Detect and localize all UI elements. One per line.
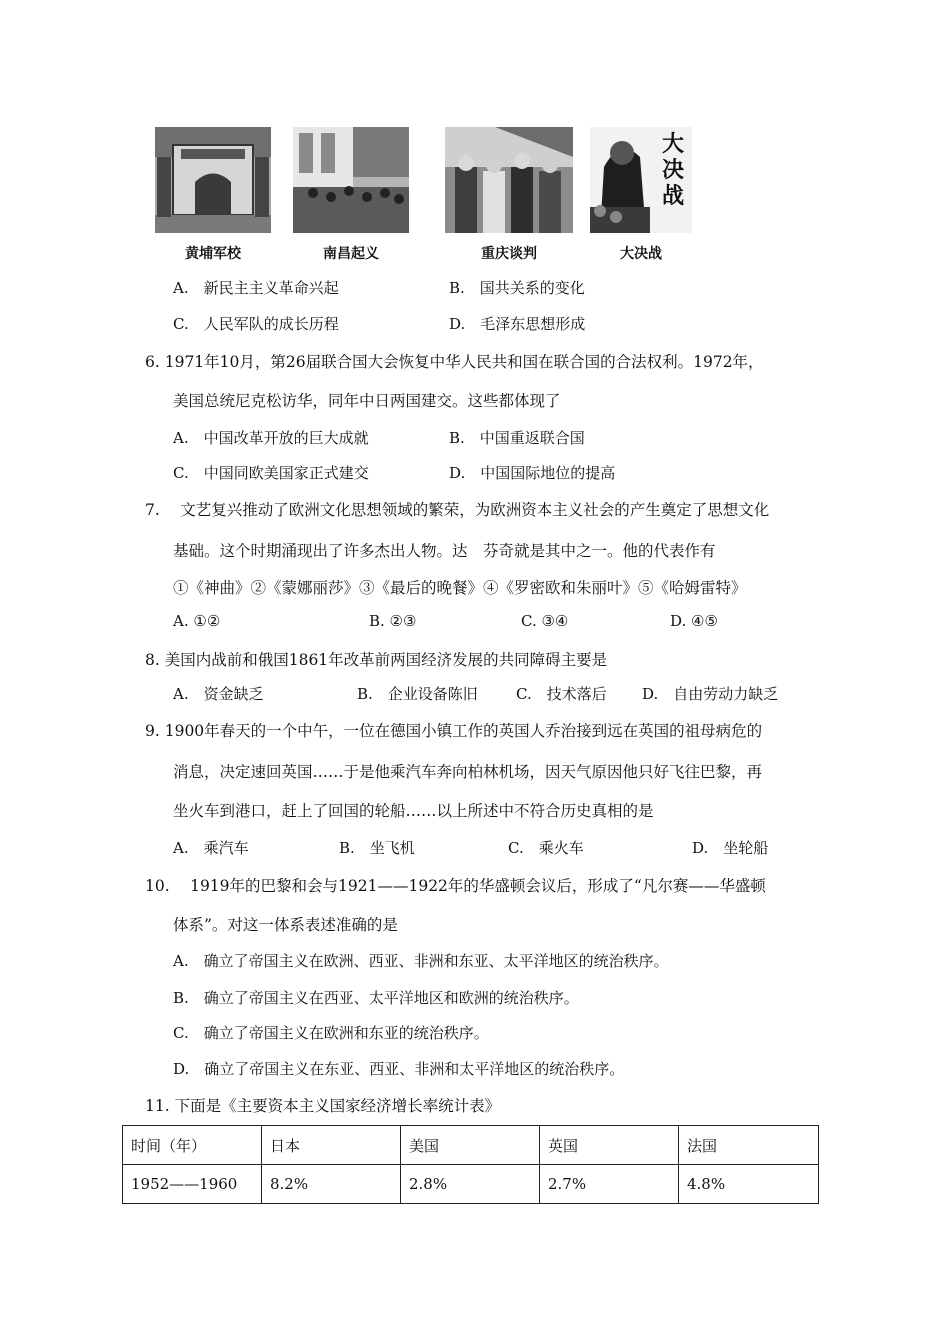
q6-option-a: A. 中国改革开放的巨大成就 (173, 429, 369, 447)
table-header-cell: 英国 (540, 1126, 679, 1165)
q10-option-a: A. 确立了帝国主义在欧洲、西亚、非洲和东亚、太平洋地区的统治秩序。 (173, 952, 669, 970)
q9-option-d: D. 坐轮船 (692, 839, 769, 857)
q10-option-b: B. 确立了帝国主义在西亚、太平洋地区和欧洲的统治秩序。 (173, 989, 579, 1007)
growth-rate-table (122, 1125, 819, 1204)
caption-chongqing: 重庆谈判 (481, 246, 537, 262)
nanchang-uprising-photo (293, 127, 409, 233)
q9-option-b: B. 坐飞机 (339, 839, 415, 857)
q8-option-b: B. 企业设备陈旧 (357, 685, 478, 703)
table-row (123, 1165, 819, 1204)
q9-stem-line1: 9. 1900年春天的一个中午，一位在德国小镇工作的英国人乔治接到远在英国的祖母病危的 (145, 722, 763, 740)
q7-stem-line2: 基础。这个时期涌现出了许多杰出人物。达 芬奇就是其中之一。他的代表作有 (173, 542, 716, 560)
q6-option-c: C. 中国同欧美国家正式建交 (173, 464, 369, 482)
q6-stem-line1: 6. 1971年10月，第26届联合国大会恢复中华人民共和国在联合国的合法权利。1972年， (145, 353, 764, 371)
table-cell: 2.8% (401, 1165, 540, 1204)
table-header-cell: 时间（年） (123, 1126, 262, 1165)
q11-stem: 11. 下面是《主要资本主义国家经济增长率统计表》 (145, 1097, 501, 1115)
q9-stem-line3: 坐火车到港口，赶上了回国的轮船……以上所述中不符合历史真相的是 (173, 802, 654, 820)
chongqing-negotiation-photo (445, 127, 573, 233)
table-header-cell: 法国 (679, 1126, 819, 1165)
poster-title: 大决战 (662, 131, 685, 209)
q8-option-c: C. 技术落后 (516, 685, 607, 703)
q7-option-d: D. ④⑤ (670, 612, 718, 630)
caption-huangpu: 黄埔军校 (185, 246, 241, 262)
decisive-battle-photo (590, 127, 692, 233)
table-cell: 4.8% (679, 1165, 819, 1204)
q7-stem-line1: 7. 文艺复兴推动了欧洲文化思想领域的繁荣，为欧洲资本主义社会的产生奠定了思想文化 (145, 501, 770, 519)
q10-option-c: C. 确立了帝国主义在欧洲和东亚的统治秩序。 (173, 1024, 489, 1042)
q7-option-a: A. ①② (173, 612, 221, 630)
caption-decisive-battle: 大决战 (620, 246, 662, 262)
q8-option-d: D. 自由劳动力缺乏 (642, 685, 779, 703)
q9-option-a: A. 乘汽车 (173, 839, 249, 857)
q10-stem-line2: 体系”。对这一体系表述准确的是 (173, 916, 398, 934)
table-header-cell: 日本 (262, 1126, 401, 1165)
q5-option-b: B. 国共关系的变化 (449, 279, 585, 297)
q10-option-d: D. 确立了帝国主义在东亚、西亚、非洲和太平洋地区的统治秩序。 (173, 1060, 625, 1078)
table-header-cell: 美国 (401, 1126, 540, 1165)
q6-stem-line2: 美国总统尼克松访华，同年中日两国建交。这些都体现了 (173, 392, 561, 410)
table-cell: 2.7% (540, 1165, 679, 1204)
q5-option-c: C. 人民军队的成长历程 (173, 315, 339, 333)
q7-option-b: B. ②③ (369, 612, 417, 630)
q7-option-c: C. ③④ (521, 612, 569, 630)
q6-option-b: B. 中国重返联合国 (449, 429, 585, 447)
q9-stem-line2: 消息，决定速回英国……于是他乘汽车奔向柏林机场，因天气原因他只好飞往巴黎，再 (173, 763, 763, 781)
q8-option-a: A. 资金缺乏 (173, 685, 264, 703)
huangpu-academy-photo (155, 127, 271, 233)
q6-option-d: D. 中国国际地位的提高 (449, 464, 616, 482)
q10-stem-line1: 10. 1919年的巴黎和会与1921——1922年的华盛顿会议后，形成了“凡尔赛——华盛顿 (145, 877, 766, 895)
table-cell: 1952——1960 (123, 1165, 262, 1204)
q7-stem-line3: ①《神曲》②《蒙娜丽莎》③《最后的晚餐》④《罗密欧和朱丽叶》⑤《哈姆雷特》 (173, 579, 747, 597)
caption-nanchang: 南昌起义 (323, 246, 379, 262)
q5-option-a: A. 新民主主义革命兴起 (173, 279, 339, 297)
table-cell: 8.2% (262, 1165, 401, 1204)
q5-option-d: D. 毛泽东思想形成 (449, 315, 586, 333)
q9-option-c: C. 乘火车 (508, 839, 584, 857)
q8-stem: 8. 美国内战前和俄国1861年改革前两国经济发展的共同障碍主要是 (145, 651, 608, 669)
table-header-row (123, 1126, 819, 1165)
